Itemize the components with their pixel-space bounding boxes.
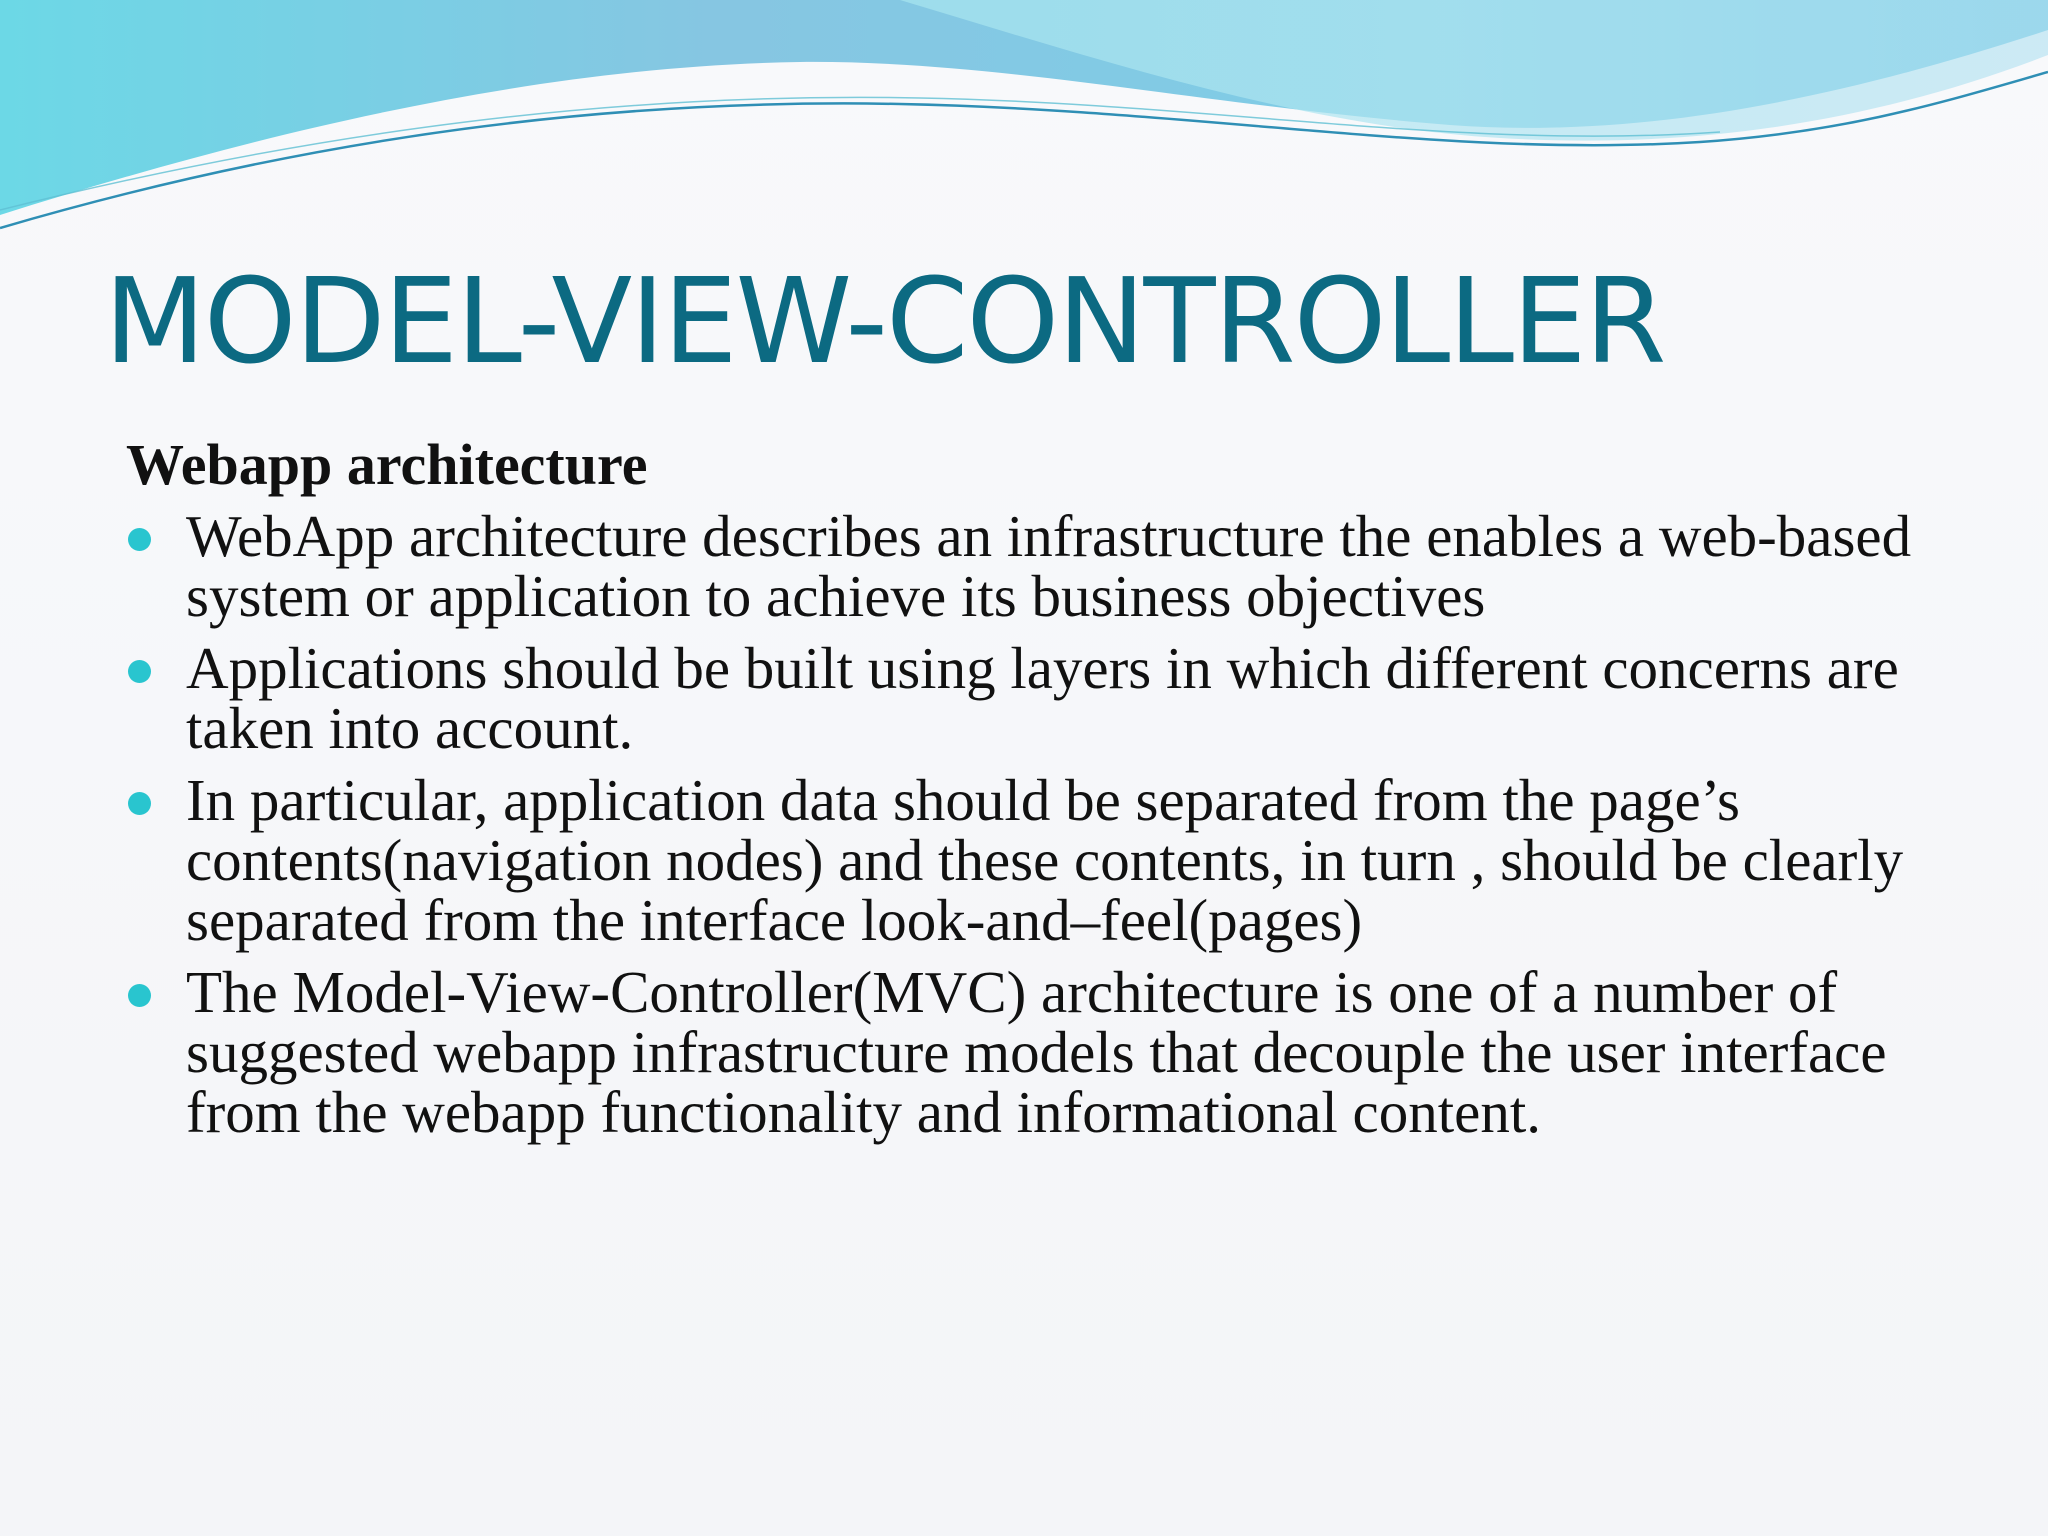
bullet-item	[126, 767, 1956, 953]
bullet-item	[126, 503, 1956, 629]
bullet-item	[126, 635, 1956, 761]
bullet-dot-icon	[128, 660, 151, 683]
bullet-text: The Model-View-Controller(MVC) architecture is one of a number of suggested webapp infrastructure models that decouple the user interface from the webapp functionality and informational content.	[186, 959, 1887, 1145]
bullet-list	[126, 503, 1956, 1154]
bullet-text: Applications should be built using layers in which different concerns are taken into account.	[186, 635, 1899, 761]
bullet-text: WebApp architecture describes an infrastructure the enables a web-based system or application to achieve its business objectives	[186, 503, 1912, 629]
bullet-dot-icon	[128, 984, 151, 1007]
header-wave-decoration	[0, 0, 2048, 260]
slide-title: MODEL-VIEW-CONTROLLER	[104, 252, 1665, 390]
bullet-dot-icon	[128, 528, 151, 551]
bullet-dot-icon	[128, 792, 151, 815]
bullet-item	[126, 959, 1956, 1145]
section-subheading: Webapp architecture	[126, 432, 648, 497]
bullet-text: In particular, application data should be separated from the page’s contents(navigation nodes) and these contents, in turn , should be clearly separated from the interface look-and–feel(pages)	[186, 767, 1904, 953]
